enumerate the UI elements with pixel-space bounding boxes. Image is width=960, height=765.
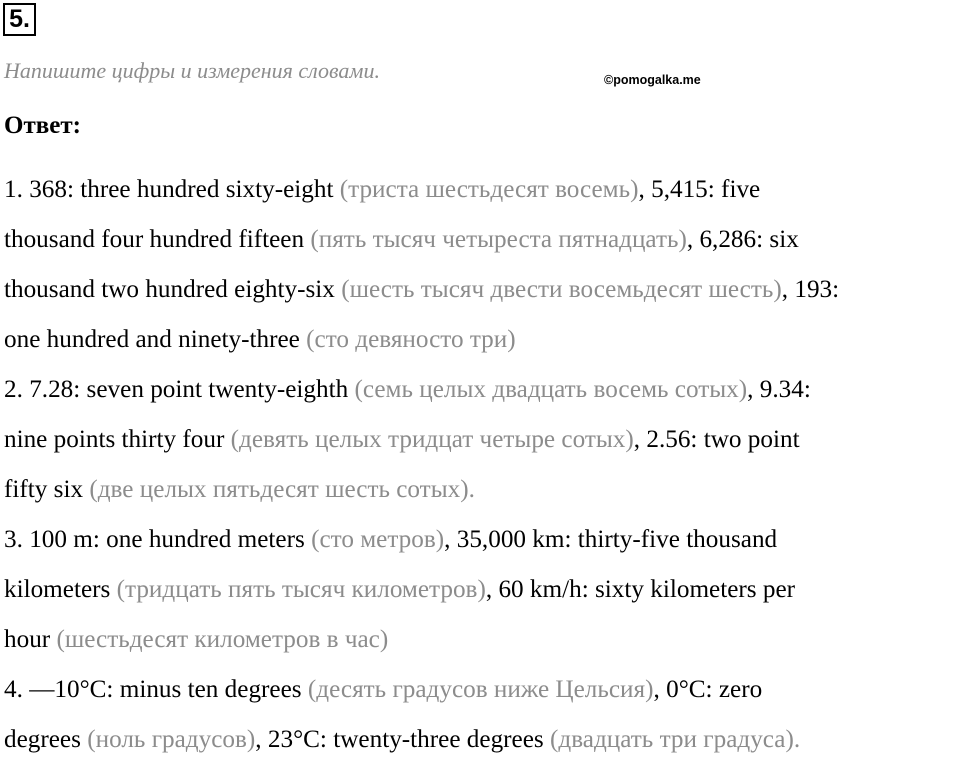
russian-translation: (девять целых тридцат четыре сотых) <box>230 426 634 453</box>
russian-translation: (семь целых двадцать восемь сотых) <box>354 376 748 403</box>
russian-translation: (сто девяносто три) <box>306 326 516 353</box>
russian-translation: (ноль градусов) <box>87 726 256 753</box>
task-instruction: Напишите цифры и измерения словами. <box>4 58 380 83</box>
russian-translation: (триста шестьдесят восемь) <box>339 176 639 203</box>
english-text: 1. 368: three hundred sixty-eight <box>4 176 340 203</box>
answer-line <box>4 415 954 465</box>
russian-translation: (пять тысяч четыреста пятнадцать) <box>310 226 687 253</box>
watermark: ©pomogalka.me <box>604 73 701 87</box>
english-text: one hundred and ninety-three <box>4 326 307 353</box>
answer-line <box>4 465 954 515</box>
answer-line <box>4 265 954 315</box>
answer-line <box>4 715 954 765</box>
english-text: , 2.56: two point <box>633 426 800 453</box>
task-number-box <box>3 3 36 36</box>
russian-translation: (шесть тысяч двести восемьдесят шесть) <box>341 276 782 303</box>
english-text: , 9.34: <box>747 376 811 403</box>
task-number: 5. <box>9 5 30 33</box>
answer-line <box>4 615 954 665</box>
answer-line <box>4 365 954 415</box>
answer-body <box>4 165 954 765</box>
english-text: , 5,415: five <box>638 176 761 203</box>
english-text: , 6,286: six <box>686 226 799 253</box>
answer-line <box>4 565 954 615</box>
russian-translation: (шестьдесят километров в час) <box>56 626 389 653</box>
english-text: kilometers <box>4 576 117 603</box>
english-text: 4. —10°C: minus ten degrees <box>4 676 308 703</box>
english-text: thousand two hundred eighty-six <box>4 276 342 303</box>
english-text: thousand four hundred fifteen <box>4 226 311 253</box>
answer-line <box>4 515 954 565</box>
english-text: , 35,000 km: thirty-five thousand <box>444 526 778 553</box>
russian-translation: (двадцать три градуса). <box>550 726 801 753</box>
english-text: 3. 100 m: one hundred meters <box>4 526 312 553</box>
english-text: , 60 km/h: sixty kilometers per <box>485 576 796 603</box>
english-text: 2. 7.28: seven point twenty-eighth <box>4 376 355 403</box>
english-text: fifty six <box>4 476 90 503</box>
answer-line <box>4 665 954 715</box>
answer-heading: Ответ: <box>4 112 81 139</box>
english-text: , 23°C: twenty-three degrees <box>255 726 551 753</box>
english-text: , 0°C: zero <box>653 676 763 703</box>
english-text: degrees <box>4 726 88 753</box>
english-text: , 193: <box>781 276 840 303</box>
english-text: nine points thirty four <box>4 426 231 453</box>
russian-translation: (сто метров) <box>311 526 445 553</box>
russian-translation: (тридцать пять тысяч километров) <box>116 576 486 603</box>
english-text: hour <box>4 626 57 653</box>
russian-translation: (десять градусов ниже Цельсия) <box>307 676 654 703</box>
answer-line <box>4 315 954 365</box>
answer-line <box>4 215 954 265</box>
russian-translation: (две целых пятьдесят шесть сотых). <box>89 476 475 503</box>
answer-line <box>4 165 954 215</box>
